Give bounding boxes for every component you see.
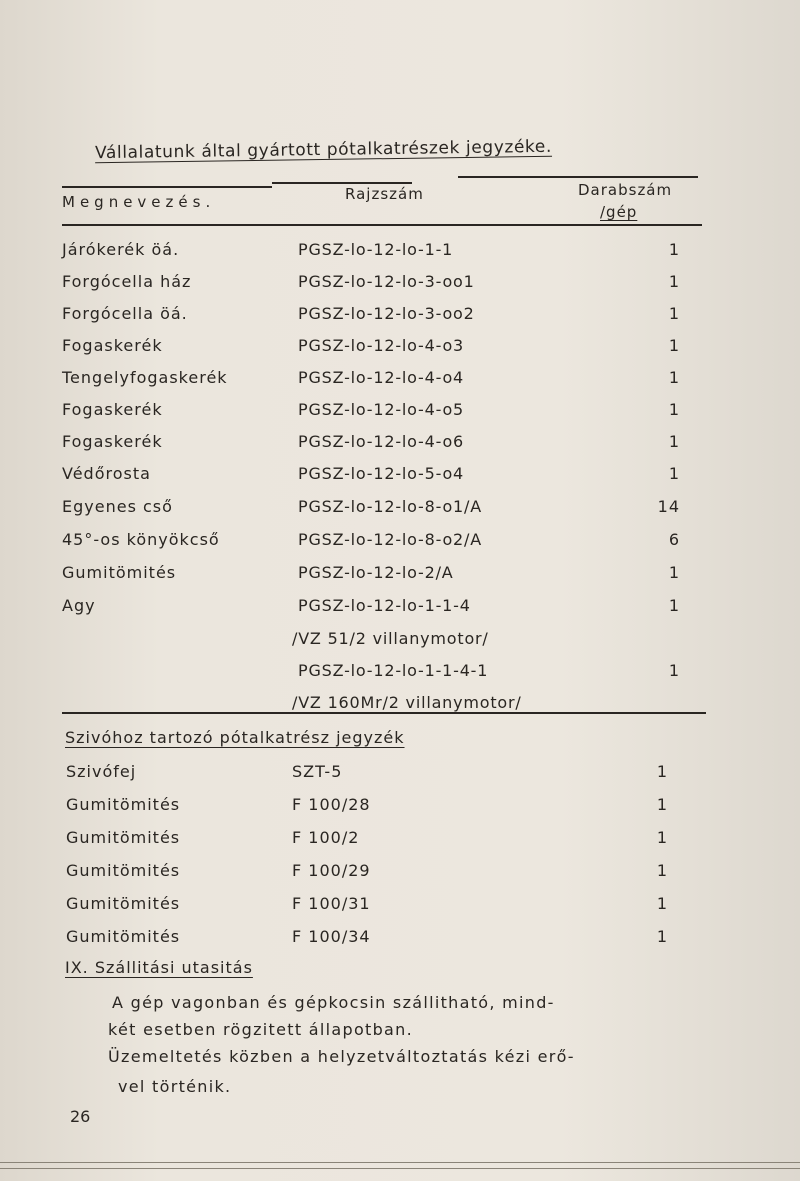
quantity: 1 bbox=[668, 596, 680, 615]
column-header-drawing: Rajzszám bbox=[345, 185, 424, 203]
drawing-number: PGSZ-lo-12-lo-1-1-4-1 bbox=[298, 661, 489, 680]
drawing-number: PGSZ-lo-12-lo-4-o6 bbox=[298, 432, 465, 451]
quantity: 1 bbox=[656, 762, 668, 781]
drawing-number: PGSZ-lo-12-lo-3-oo2 bbox=[298, 304, 475, 323]
part-name: Fogaskerék bbox=[62, 400, 163, 419]
drawing-number: F 100/28 bbox=[292, 795, 371, 814]
drawing-number: PGSZ-lo-12-lo-8-o1/A bbox=[298, 497, 482, 516]
drawing-number: PGSZ-lo-12-lo-1-1-4 bbox=[298, 596, 471, 615]
table-bottom-rule bbox=[62, 712, 706, 714]
header-rule-left bbox=[62, 186, 272, 188]
table-row bbox=[62, 368, 702, 400]
page-edge-line bbox=[0, 1168, 800, 1169]
part-name: Forgócella öá. bbox=[62, 304, 188, 323]
drawing-number: PGSZ-lo-12-lo-2/A bbox=[298, 563, 454, 582]
table-row bbox=[62, 629, 702, 661]
part-name: Járókerék öá. bbox=[62, 240, 180, 259]
table-row bbox=[62, 240, 702, 272]
drawing-number: PGSZ-lo-12-lo-4-o3 bbox=[298, 336, 465, 355]
table-row bbox=[66, 795, 696, 827]
part-name: Egyenes cső bbox=[62, 497, 173, 516]
quantity: 1 bbox=[656, 828, 668, 847]
drawing-number: SZT-5 bbox=[292, 762, 343, 781]
quantity: 1 bbox=[668, 400, 680, 419]
quantity: 14 bbox=[657, 497, 680, 516]
quantity: 1 bbox=[668, 304, 680, 323]
quantity: 1 bbox=[668, 272, 680, 291]
part-name: Agy bbox=[62, 596, 96, 615]
table-row bbox=[62, 272, 702, 304]
quantity: 1 bbox=[668, 661, 680, 680]
table-row bbox=[66, 762, 696, 794]
quantity: 1 bbox=[656, 861, 668, 880]
paragraph-line: Üzemeltetés közben a helyzetváltoztatás kézi erő- bbox=[108, 1047, 575, 1066]
table-row bbox=[62, 432, 702, 464]
part-name: Védőrosta bbox=[62, 464, 151, 483]
column-header-quantity: Darabszám bbox=[578, 181, 673, 199]
table-row bbox=[62, 693, 702, 725]
table-row bbox=[62, 336, 702, 368]
part-name: Szivófej bbox=[66, 762, 137, 781]
drawing-number: F 100/29 bbox=[292, 861, 371, 880]
quantity: 1 bbox=[668, 563, 680, 582]
page-number: 26 bbox=[70, 1107, 91, 1126]
part-name: Gumitömités bbox=[62, 563, 177, 582]
quantity: 1 bbox=[668, 336, 680, 355]
part-name: Fogaskerék bbox=[62, 336, 163, 355]
drawing-number: PGSZ-lo-12-lo-1-1 bbox=[298, 240, 454, 259]
paragraph-line: két esetben rögzitett állapotban. bbox=[108, 1020, 413, 1039]
part-name: Fogaskerék bbox=[62, 432, 163, 451]
paragraph-line: vel történik. bbox=[118, 1077, 232, 1096]
table-row bbox=[62, 661, 702, 693]
drawing-note: /VZ 51/2 villanymotor/ bbox=[292, 629, 489, 648]
part-name: 45°-os könyökcső bbox=[62, 530, 220, 549]
header-rule-right bbox=[458, 176, 698, 178]
drawing-number: PGSZ-lo-12-lo-4-o4 bbox=[298, 368, 465, 387]
part-name: Gumitömités bbox=[66, 927, 181, 946]
part-name: Gumitömités bbox=[66, 894, 181, 913]
table-row bbox=[66, 894, 696, 926]
table-row bbox=[66, 828, 696, 860]
part-name: Forgócella ház bbox=[62, 272, 192, 291]
table-row bbox=[62, 530, 702, 562]
table-row bbox=[62, 464, 702, 496]
quantity: 6 bbox=[668, 530, 680, 549]
table-row bbox=[62, 497, 702, 529]
drawing-note: /VZ 160Mr/2 villanymotor/ bbox=[292, 693, 522, 712]
table-row bbox=[62, 304, 702, 336]
drawing-number: PGSZ-lo-12-lo-3-oo1 bbox=[298, 272, 475, 291]
column-header-name: Megnevezés. bbox=[62, 193, 216, 211]
table-row bbox=[62, 563, 702, 595]
page-title: Vállalatunk által gyártott pótalkatrészek jegyzéke. bbox=[94, 136, 553, 164]
quantity: 1 bbox=[668, 432, 680, 451]
header-rule-mid bbox=[272, 182, 412, 184]
part-name: Gumitömités bbox=[66, 861, 181, 880]
part-name: Tengelyfogaskerék bbox=[62, 368, 228, 387]
table-row bbox=[66, 927, 696, 959]
quantity: 1 bbox=[668, 240, 680, 259]
part-name: Gumitömités bbox=[66, 795, 181, 814]
drawing-number: PGSZ-lo-12-lo-5-o4 bbox=[298, 464, 465, 483]
drawing-number: F 100/2 bbox=[292, 828, 360, 847]
quantity: 1 bbox=[656, 795, 668, 814]
drawing-number: PGSZ-lo-12-lo-8-o2/A bbox=[298, 530, 482, 549]
header-bottom-rule bbox=[62, 224, 702, 226]
table-row bbox=[66, 861, 696, 893]
column-header-per-machine: /gép bbox=[600, 203, 638, 221]
section-heading-shipping: IX. Szállitási utasitás bbox=[65, 958, 253, 977]
drawing-number: PGSZ-lo-12-lo-4-o5 bbox=[298, 400, 465, 419]
page-edge-line bbox=[0, 1162, 800, 1163]
drawing-number: F 100/34 bbox=[292, 927, 371, 946]
drawing-number: F 100/31 bbox=[292, 894, 371, 913]
section-title-suction: Szivóhoz tartozó pótalkatrész jegyzék bbox=[65, 728, 405, 747]
quantity: 1 bbox=[656, 927, 668, 946]
quantity: 1 bbox=[668, 368, 680, 387]
table-row bbox=[62, 400, 702, 432]
quantity: 1 bbox=[656, 894, 668, 913]
paragraph-line: A gép vagonban és gépkocsin szállitható, mind- bbox=[112, 993, 555, 1012]
table-row bbox=[62, 596, 702, 628]
part-name: Gumitömités bbox=[66, 828, 181, 847]
quantity: 1 bbox=[668, 464, 680, 483]
